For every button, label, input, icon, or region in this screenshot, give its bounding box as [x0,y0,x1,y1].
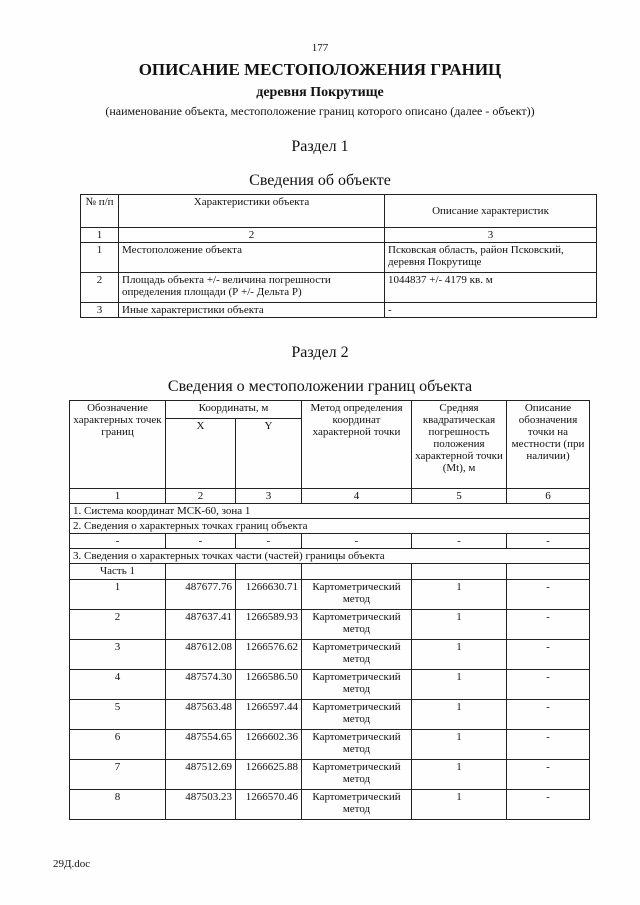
point-id: 3 [70,639,166,669]
table-row [70,609,590,639]
dash-cell: - [70,534,166,549]
point-id: 2 [70,609,166,639]
header-y: Y [236,419,302,489]
point-y: 1266597.44 [236,699,302,729]
table-row [70,759,590,789]
header-x: X [166,419,236,489]
document-subtitle: деревня Покрутище [256,85,384,100]
table-row [70,729,590,759]
point-id: 7 [70,759,166,789]
point-x: 487554.65 [166,729,236,759]
header-point-description: Описание обозначения точки на местности (при наличии) [507,401,590,489]
point-id: 5 [70,699,166,729]
point-y: 1266576.62 [236,639,302,669]
point-x: 487512.69 [166,759,236,789]
col-number: 3 [236,489,302,504]
dash-cell: - [412,534,507,549]
point-y: 1266589.93 [236,609,302,639]
row-name: Площадь объекта +/- величина погрешности определения площади (Р +/- Дельта Р) [119,273,385,303]
col-number: 1 [81,228,119,243]
point-method: Картометрический метод [302,729,412,759]
point-method: Картометрический метод [302,699,412,729]
dash-cell: - [166,534,236,549]
point-x: 487503.23 [166,789,236,819]
point-y: 1266570.46 [236,789,302,819]
point-method: Картометрический метод [302,609,412,639]
point-mt: 1 [412,759,507,789]
header-method: Метод определения координат характерной точки [302,401,412,489]
point-id: 6 [70,729,166,759]
point-description: - [507,759,590,789]
table-row [70,789,590,819]
point-mt: 1 [412,789,507,819]
section2-caption: Сведения о местоположении границ объекта [167,378,473,395]
point-method: Картометрический метод [302,759,412,789]
part-label: Часть 1 [70,564,166,579]
col-number: 1 [70,489,166,504]
boundary-points-table [69,400,590,820]
point-description: - [507,669,590,699]
point-id: 8 [70,789,166,819]
row-value: - [385,303,597,318]
boundary-points-row: 2. Сведения о характерных точках границ объекта [70,519,590,534]
header-error: Средняя квадратическая погрешность положения характерной точки (Mt), м [412,401,507,489]
point-mt: 1 [412,729,507,759]
object-note: (наименование объекта, местоположение границ которого описано (далее - объект)) [105,104,535,118]
point-description: - [507,609,590,639]
table-row [81,303,597,318]
dash-row [70,534,590,549]
table-row [70,699,590,729]
parts-row: 3. Сведения о характерных точках части (частей) границы объекта [70,549,590,564]
point-description: - [507,579,590,609]
document-title: ОПИСАНИЕ МЕСТОПОЛОЖЕНИЯ ГРАНИЦ [138,60,502,79]
point-description: - [507,699,590,729]
col-number: 4 [302,489,412,504]
point-id: 4 [70,669,166,699]
point-y: 1266602.36 [236,729,302,759]
table-row [70,639,590,669]
dash-cell: - [507,534,590,549]
coordinate-system-row: 1. Система координат МСК-60, зона 1 [70,504,590,519]
point-mt: 1 [412,669,507,699]
header-description: Описание характеристик [385,195,597,228]
table-row [70,669,590,699]
row-number: 1 [81,243,119,273]
point-mt: 1 [412,699,507,729]
object-info-table [80,194,597,318]
point-x: 487574.30 [166,669,236,699]
point-method: Картометрический метод [302,789,412,819]
header-characteristics: Характеристики объекта [119,195,385,228]
point-x: 487612.08 [166,639,236,669]
point-description: - [507,639,590,669]
header-coordinates: Координаты, м [166,401,302,419]
point-x: 487637.41 [166,609,236,639]
file-name-footer: 29Д.doc [53,858,91,870]
row-name: Местоположение объекта [119,243,385,273]
dash-cell: - [302,534,412,549]
point-mt: 1 [412,609,507,639]
point-method: Картометрический метод [302,669,412,699]
row-value: Псковская область, район Псковский, деревня Покрутище [385,243,597,273]
dash-cell: - [236,534,302,549]
point-mt: 1 [412,639,507,669]
col-number: 6 [507,489,590,504]
table-row [81,273,597,303]
table-row [70,579,590,609]
point-y: 1266630.71 [236,579,302,609]
col-number: 5 [412,489,507,504]
row-number: 3 [81,303,119,318]
point-x: 487563.48 [166,699,236,729]
point-method: Картометрический метод [302,639,412,669]
point-x: 487677.76 [166,579,236,609]
row-value: 1044837 +/- 4179 кв. м [385,273,597,303]
row-number: 2 [81,273,119,303]
point-id: 1 [70,579,166,609]
col-number: 2 [166,489,236,504]
point-y: 1266625.88 [236,759,302,789]
header-designation: Обозначение характерных точек границ [70,401,166,489]
point-y: 1266586.50 [236,669,302,699]
point-mt: 1 [412,579,507,609]
row-name: Иные характеристики объекта [119,303,385,318]
page-number: 177 [311,42,329,54]
col-number: 2 [119,228,385,243]
col-number: 3 [385,228,597,243]
point-description: - [507,789,590,819]
point-method: Картометрический метод [302,579,412,609]
header-number: № п/п [81,195,119,228]
section1-heading: Раздел 1 [291,138,349,155]
point-description: - [507,729,590,759]
table-row [81,243,597,273]
points-body [70,579,590,819]
section1-caption: Сведения об объекте [249,172,391,189]
section2-heading: Раздел 2 [291,344,349,361]
